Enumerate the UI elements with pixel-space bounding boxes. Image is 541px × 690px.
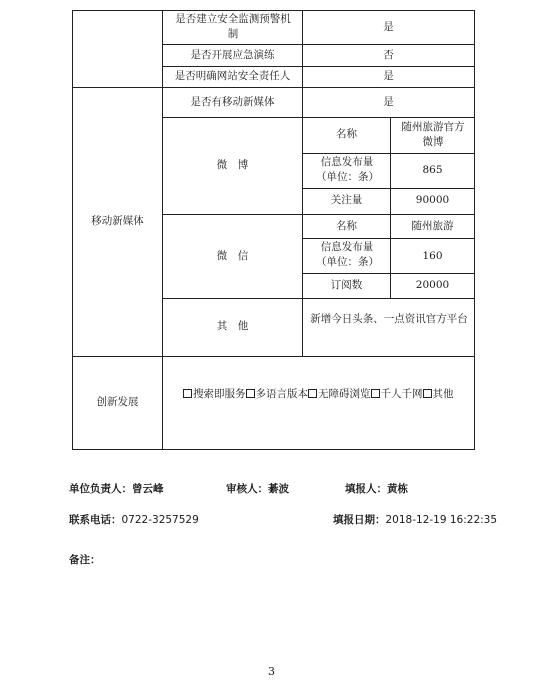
- weixin-name-label: 名称: [336, 220, 357, 232]
- checkbox-icon[interactable]: [183, 389, 192, 398]
- checkbox-icon[interactable]: [423, 389, 432, 398]
- note-label: 备注：: [69, 554, 101, 566]
- weibo-posts-value: 865: [422, 164, 443, 176]
- row-label-drill: 是否开展应急演练: [190, 49, 275, 61]
- option-multilanguage[interactable]: 多语言版本: [246, 388, 309, 400]
- has-media-label: 是否有移动新媒体: [190, 96, 275, 108]
- other-title: 其 他: [216, 320, 249, 332]
- row-value-monitor: 是: [383, 21, 394, 33]
- weibo-posts-label: 信息发布量（单位：条）: [316, 156, 379, 183]
- option-accessibility[interactable]: 无障碍浏览: [308, 388, 371, 400]
- option-other[interactable]: 其他: [423, 388, 454, 400]
- row-value-responsible: 是: [383, 70, 394, 82]
- checkbox-icon[interactable]: [371, 389, 380, 398]
- other-value: 新增今日头条、一点资讯官方平台: [310, 313, 468, 325]
- weibo-name-label: 名称: [336, 128, 357, 140]
- weixin-name-value: 随州旅游: [411, 220, 454, 232]
- fill-date: 填报日期：2018-12-19 16:22:35: [333, 514, 498, 526]
- reviewer: 审核人：綦波: [226, 483, 289, 495]
- innovation-options: [163, 387, 474, 402]
- row-label-monitor: 是否建立安全监测预警机制: [175, 13, 291, 40]
- innovation-label: 创新发展: [96, 396, 139, 408]
- page-number: 3: [268, 665, 275, 678]
- has-media-value: 是: [383, 96, 394, 108]
- weixin-title: 微 信: [216, 250, 249, 262]
- checkbox-icon[interactable]: [308, 389, 317, 398]
- weixin-posts-value: 160: [422, 250, 443, 262]
- weixin-sub-label: 订阅数: [330, 279, 363, 291]
- weixin-sub-value: 20000: [415, 279, 450, 291]
- contact-phone: 联系电话：0722-3257529: [69, 514, 199, 526]
- weibo-name-value: 随州旅游官方微博: [401, 121, 465, 148]
- filler: 填报人：黄栋: [345, 483, 408, 495]
- row-value-drill: 否: [383, 49, 394, 61]
- weibo-title: 微 博: [216, 159, 249, 171]
- weixin-posts-label: 信息发布量（单位：条）: [316, 241, 379, 268]
- checkbox-icon[interactable]: [246, 389, 255, 398]
- option-search-service[interactable]: 搜索即服务: [183, 388, 246, 400]
- option-personalized[interactable]: 千人千网: [371, 388, 423, 400]
- media-section-label: 移动新媒体: [91, 215, 144, 227]
- row-label-responsible: 是否明确网站安全责任人: [174, 70, 291, 82]
- unit-person: 单位负责人：曾云峰: [69, 483, 164, 495]
- weibo-follow-label: 关注量: [330, 194, 363, 206]
- weibo-follow-value: 90000: [415, 194, 450, 206]
